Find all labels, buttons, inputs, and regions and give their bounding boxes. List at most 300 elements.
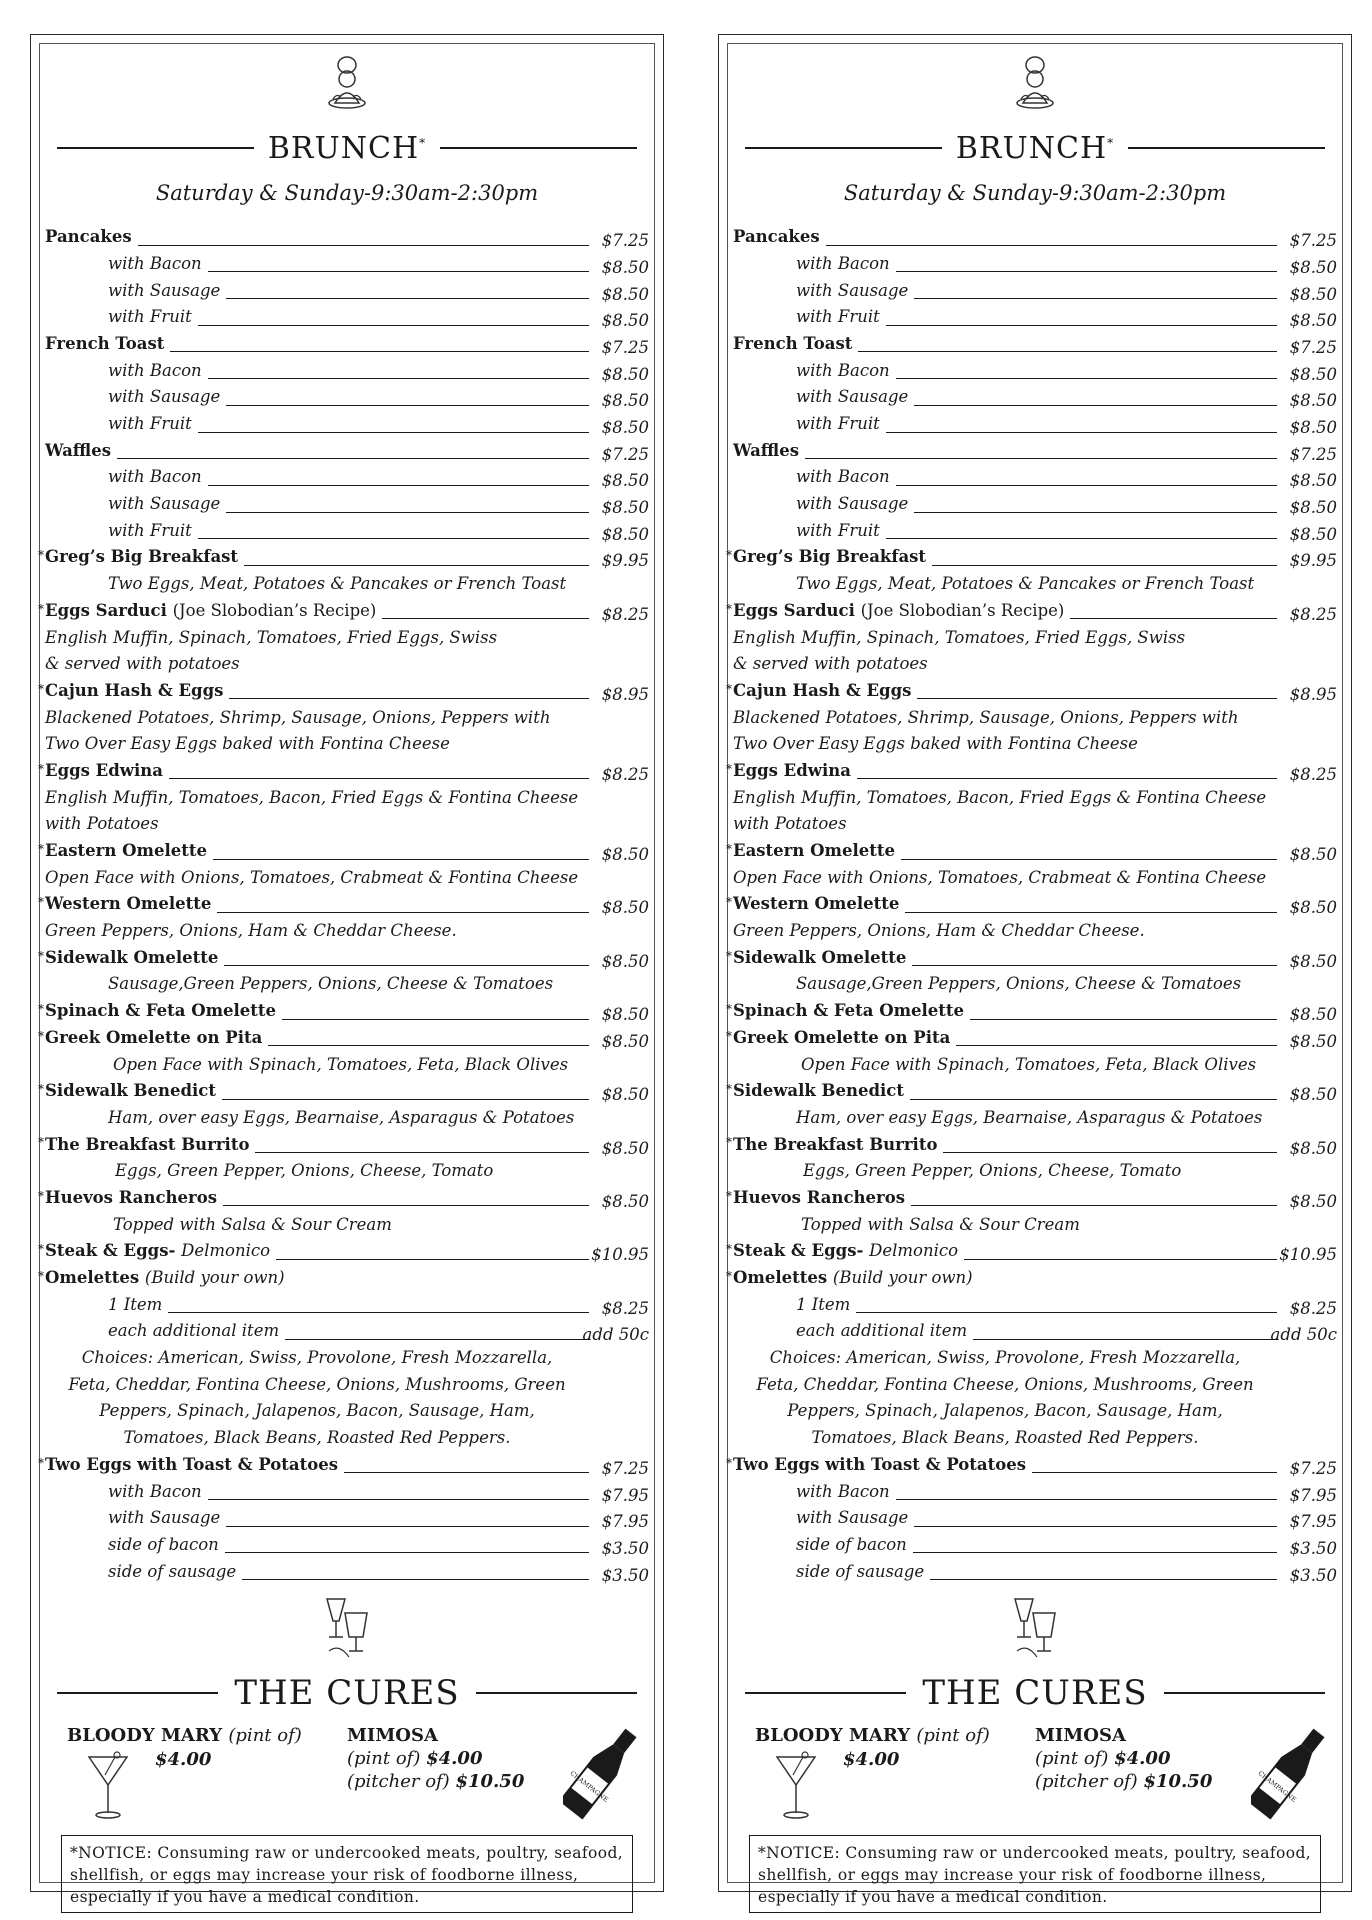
description-text: Two Over Easy Eggs baked with Fontina Cheese xyxy=(733,734,1138,754)
mimosa-label: MIMOSA xyxy=(1035,1725,1126,1746)
mimosa-pint-label: (pint of) xyxy=(347,1748,421,1769)
item-star-mark: * xyxy=(38,1082,44,1096)
item-star-mark: * xyxy=(726,1135,732,1150)
item-star-mark: * xyxy=(38,1455,44,1470)
leader-line xyxy=(226,298,589,299)
menu-item-description xyxy=(733,1052,1337,1079)
description-text: Tomatoes, Black Beans, Roasted Red Peppers. xyxy=(123,1428,511,1448)
menu-item-name: Western Omelette xyxy=(733,894,900,914)
menu-item-price: $9.95 xyxy=(1289,551,1337,571)
menu-item-price: $8.50 xyxy=(1289,845,1337,864)
menu-item-name: with Sausage xyxy=(108,387,221,407)
chef-logo-icon xyxy=(1011,53,1059,111)
leader-line xyxy=(276,1259,589,1260)
menu-item-name: The Breakfast Burrito xyxy=(45,1134,250,1154)
leader-line xyxy=(896,378,1277,379)
menu-item-name: Omelettes (Build your own) xyxy=(45,1268,285,1287)
menu-item-name: Sidewalk Omelette xyxy=(45,947,219,967)
menu-item-row xyxy=(733,1533,1337,1560)
bloody-mary-price: $4.00 xyxy=(843,1749,900,1770)
mimosa-label: MIMOSA xyxy=(347,1725,438,1746)
food-safety-notice: *NOTICE: Consuming raw or undercooked meats, poultry, seafood, shellfish, or eggs may increase your risk of foodborne illness, especially if you have a medical condition. xyxy=(749,1835,1321,1913)
leader-line xyxy=(268,1045,589,1046)
menu-card-left xyxy=(30,34,664,1906)
menu-item-row xyxy=(45,332,649,359)
menu-item-name: Greek Omelette on Pita xyxy=(733,1027,951,1047)
menu-item-description xyxy=(45,572,649,599)
menu-item-row xyxy=(733,1293,1337,1320)
mimosa-pitcher-price: $10.50 xyxy=(1143,1771,1213,1792)
leader-line xyxy=(382,618,589,619)
mimosa-pint-price: $4.00 xyxy=(426,1748,483,1769)
menu-item-price: $8.50 xyxy=(601,1031,649,1051)
description-text: Ham, over easy Eggs, Bearnaise, Asparagus & Potatoes xyxy=(108,1107,575,1127)
menu-item-price: $8.50 xyxy=(601,1191,649,1211)
item-star-mark: * xyxy=(726,1001,732,1016)
menu-item-price: $8.50 xyxy=(601,1138,649,1158)
description-text: English Muffin, Spinach, Tomatoes, Fried Eggs, Swiss xyxy=(733,627,1186,647)
menu-item-price: $8.95 xyxy=(1289,684,1337,704)
menu-item-row xyxy=(726,1266,1337,1293)
leader-line xyxy=(170,351,589,352)
bottle-label: CHAMPAGNE xyxy=(1256,1769,1298,1804)
menu-item-row xyxy=(726,839,1337,866)
menu-item-row xyxy=(726,946,1337,973)
leader-line xyxy=(973,1339,1277,1340)
description-text: Green Peppers, Onions, Ham & Cheddar Cheese. xyxy=(45,921,457,941)
header-rule xyxy=(745,147,942,149)
menu-item-row xyxy=(38,839,649,866)
menu-item-row xyxy=(38,1453,649,1480)
item-star-mark: * xyxy=(38,1028,44,1043)
menu-item-name: with Sausage xyxy=(108,1508,221,1528)
menu-item-description xyxy=(45,866,649,893)
menu-item-name: Cajun Hash & Eggs xyxy=(45,680,224,700)
leader-line xyxy=(213,859,589,860)
menu-item-price: $8.50 xyxy=(1289,418,1337,437)
menu-item-name: Greg’s Big Breakfast xyxy=(45,547,239,567)
menu-item-name: Two Eggs with Toast & Potatoes xyxy=(45,1454,339,1474)
leader-line xyxy=(886,325,1277,326)
menu-item-price: $8.25 xyxy=(601,1298,649,1318)
description-text: Green Peppers, Onions, Ham & Cheddar Cheese. xyxy=(733,921,1145,941)
menu-item-name: side of sausage xyxy=(108,1561,237,1581)
mimosa-pitcher-label: (pitcher of) xyxy=(1035,1771,1138,1792)
leader-line xyxy=(224,965,589,966)
menu-item-price: $8.50 xyxy=(1289,1085,1337,1105)
menu-item-name: Eggs Edwina xyxy=(733,760,851,780)
menu-item-name: with Sausage xyxy=(796,494,909,514)
menu-item-row xyxy=(38,1239,649,1266)
menu-item-price: $7.25 xyxy=(601,337,649,357)
item-star-mark: * xyxy=(38,1188,44,1203)
menu-item-price: $8.50 xyxy=(1289,471,1337,491)
menu-item-price: $8.25 xyxy=(1289,1298,1337,1318)
leader-line xyxy=(208,378,589,379)
menu-item-price: $8.25 xyxy=(1289,764,1337,784)
leader-line xyxy=(805,458,1277,459)
description-text: Peppers, Spinach, Jalapenos, Bacon, Sausage, Ham, xyxy=(99,1401,535,1421)
menu-item-row xyxy=(38,1132,649,1159)
leader-line xyxy=(244,565,589,566)
menu-item-price: add 50c xyxy=(1270,1325,1337,1345)
menu-item-price: $8.50 xyxy=(601,1085,649,1105)
menu-item-row xyxy=(38,545,649,572)
description-text: English Muffin, Tomatoes, Bacon, Fried Eggs & Fontina Cheese xyxy=(733,787,1267,807)
menu-item-note: (Joe Slobodian’s Recipe) xyxy=(172,600,377,620)
menu-item-name: Huevos Rancheros xyxy=(733,1187,906,1207)
menu-item-row xyxy=(45,439,649,466)
item-star-mark: * xyxy=(726,601,732,616)
description-text: English Muffin, Spinach, Tomatoes, Fried Eggs, Swiss xyxy=(45,627,498,647)
menu-item-price: $8.50 xyxy=(1289,364,1337,384)
leader-line xyxy=(222,1099,589,1100)
menu-item-price: $10.95 xyxy=(591,1245,649,1265)
menu-item-description xyxy=(45,1106,649,1133)
menu-item-name: 1 Item xyxy=(796,1294,851,1314)
description-text: Open Face with Onions, Tomatoes, Crabmeat & Fontina Cheese xyxy=(45,867,579,887)
menu-item-row xyxy=(45,1506,649,1533)
menu-item-row xyxy=(733,1506,1337,1533)
menu-items xyxy=(726,225,1337,1586)
cocktail-glasses-icon xyxy=(1007,1591,1063,1661)
champagne-bottle-icon xyxy=(563,1721,639,1825)
item-star-mark: * xyxy=(726,1242,732,1257)
brunch-hours: Saturday & Sunday-9:30am-2:30pm xyxy=(843,181,1227,205)
item-star-mark: * xyxy=(38,1135,44,1150)
menu-item-price: $7.25 xyxy=(601,444,649,464)
leader-line xyxy=(198,538,589,539)
item-star-mark: * xyxy=(38,1001,44,1016)
leader-line xyxy=(826,245,1277,246)
menu-item-name: with Sausage xyxy=(796,280,909,300)
menu-item-description xyxy=(733,1159,1337,1186)
leader-line xyxy=(229,698,589,699)
description-text: Two Eggs, Meat, Potatoes & Pancakes or French Toast xyxy=(796,574,1255,594)
menu-item-description xyxy=(45,972,649,999)
mimosa-pitcher-label: (pitcher of) xyxy=(347,1771,450,1792)
description-text: Feta, Cheddar, Fontina Cheese, Onions, Mushrooms, Green xyxy=(68,1374,566,1394)
menu-item-row xyxy=(45,278,649,305)
leader-line xyxy=(857,778,1277,779)
menu-item-price: $7.25 xyxy=(1289,444,1337,464)
menu-item-price: $7.25 xyxy=(1289,1458,1337,1478)
leader-line xyxy=(914,512,1277,513)
description-text: Eggs, Green Pepper, Onions, Cheese, Tomato xyxy=(115,1161,494,1181)
menu-item-price: $8.50 xyxy=(1289,257,1337,277)
menu-item-name: Greg’s Big Breakfast xyxy=(733,547,927,567)
menu-item-name: with Bacon xyxy=(796,360,890,380)
menu-item-price: $8.50 xyxy=(601,257,649,277)
description-text: Topped with Salsa & Sour Cream xyxy=(113,1214,392,1234)
menu-item-row xyxy=(45,1319,649,1346)
menu-item-name: side of sausage xyxy=(796,1561,925,1581)
menu-item-description xyxy=(733,972,1337,999)
menu-item-description xyxy=(45,732,649,759)
menu-item-note: Delmonico xyxy=(869,1241,959,1261)
menu-item-row xyxy=(45,492,649,519)
menu-item-price: $8.50 xyxy=(601,284,649,304)
menu-item-row xyxy=(45,358,649,385)
menu-item-price: $8.50 xyxy=(1289,498,1337,518)
menu-item-row xyxy=(733,305,1337,332)
menu-item-name: side of bacon xyxy=(108,1534,219,1554)
menu-item-row xyxy=(733,412,1337,439)
leader-line xyxy=(223,1205,589,1206)
leader-line xyxy=(117,458,589,459)
menu-item-price: $10.95 xyxy=(1279,1245,1337,1265)
menu-item-name: 1 Item xyxy=(108,1294,163,1314)
menu-item-name: with Bacon xyxy=(796,467,890,487)
description-text: Blackened Potatoes, Shrimp, Sausage, Onions, Peppers with xyxy=(733,707,1239,727)
leader-line xyxy=(956,1045,1277,1046)
menu-item-name: with Sausage xyxy=(796,1508,909,1528)
leader-line xyxy=(914,405,1277,406)
menu-item-row xyxy=(45,519,649,546)
menu-item-row xyxy=(45,1479,649,1506)
bloody-mary-label: BLOODY MARY xyxy=(755,1725,911,1746)
description-text: Eggs, Green Pepper, Onions, Cheese, Tomato xyxy=(803,1161,1182,1181)
description-text: with Potatoes xyxy=(45,814,159,834)
menu-item-row xyxy=(733,225,1337,252)
leader-line xyxy=(911,1205,1277,1206)
item-star-mark: * xyxy=(38,948,44,963)
bloody-mary-label: BLOODY MARY xyxy=(67,1725,223,1746)
menu-item-price: $8.50 xyxy=(601,391,649,411)
menu-item-price: $8.50 xyxy=(1289,1191,1337,1211)
menu-item-description xyxy=(733,785,1337,812)
menu-item-name: with Bacon xyxy=(796,253,890,273)
description-text: Open Face with Onions, Tomatoes, Crabmeat & Fontina Cheese xyxy=(733,867,1267,887)
menu-item-name: Spinach & Feta Omelette xyxy=(45,1001,277,1021)
menu-item-name: with Bacon xyxy=(108,253,202,273)
menu-item-name: with Sausage xyxy=(108,494,221,514)
menu-item-description xyxy=(45,1399,649,1426)
menu-item-description xyxy=(45,652,649,679)
leader-line xyxy=(886,432,1277,433)
item-star-mark: * xyxy=(726,1268,732,1283)
menu-item-price: $8.50 xyxy=(1289,1138,1337,1158)
menu-item-name: Two Eggs with Toast & Potatoes xyxy=(733,1454,1027,1474)
menu-item-description xyxy=(733,572,1337,599)
menu-item-name: with Fruit xyxy=(108,307,192,327)
menu-item-name: French Toast xyxy=(45,333,165,353)
header-rule xyxy=(57,147,254,149)
menu-item-row xyxy=(733,278,1337,305)
cures-header xyxy=(57,1671,637,1715)
leader-line xyxy=(932,565,1277,566)
menu-item-description xyxy=(733,732,1337,759)
header-rule xyxy=(57,1692,218,1694)
leader-line xyxy=(858,351,1277,352)
menu-item-price: $8.50 xyxy=(601,524,649,544)
menu-item-name: Eastern Omelette xyxy=(45,841,207,860)
leader-line xyxy=(910,1099,1277,1100)
menu-item-price: $7.25 xyxy=(601,1458,649,1478)
leader-line xyxy=(856,1312,1277,1313)
leader-line xyxy=(970,1019,1277,1020)
menu-item-row xyxy=(45,252,649,279)
menu-item-price: $3.50 xyxy=(601,1565,649,1585)
menu-item-row xyxy=(38,892,649,919)
food-safety-notice: *NOTICE: Consuming raw or undercooked meats, poultry, seafood, shellfish, or eggs may increase your risk of foodborne illness, especially if you have a medical condition. xyxy=(61,1835,633,1913)
menu-item-row xyxy=(38,999,649,1026)
menu-item-name: Eggs Sarduci (Joe Slobodian’s Recipe) xyxy=(733,600,1065,620)
menu-item-name: with Bacon xyxy=(108,1481,202,1501)
menu-item-row xyxy=(726,1186,1337,1213)
menu-item-price: $7.25 xyxy=(601,231,649,251)
item-star-mark: * xyxy=(38,1268,44,1283)
description-text: Choices: American, Swiss, Provolone, Fresh Mozzarella, xyxy=(81,1348,553,1368)
menu-item-name: Eggs Edwina xyxy=(45,760,163,780)
bloody-mary-note: (pint of) xyxy=(916,1725,990,1746)
mimosa-item xyxy=(347,1725,524,1792)
menu-item-name: Pancakes xyxy=(733,227,820,247)
menu-item-row xyxy=(733,332,1337,359)
menu-item-description xyxy=(733,866,1337,893)
mimosa-item xyxy=(1035,1725,1212,1792)
menu-item-name: French Toast xyxy=(733,333,853,353)
menu-item-row xyxy=(45,1559,649,1586)
menu-card-right xyxy=(718,34,1352,1906)
menu-item-name: with Bacon xyxy=(108,360,202,380)
leader-line xyxy=(226,512,589,513)
menu-item-name: Steak & Eggs- Delmonico xyxy=(45,1241,271,1261)
menu-item-price: $9.95 xyxy=(601,551,649,571)
leader-line xyxy=(896,485,1277,486)
menu-item-price: $7.25 xyxy=(1289,337,1337,357)
cures-drinks xyxy=(755,1725,1331,1835)
description-text: Sausage,Green Peppers, Onions, Cheese & Tomatoes xyxy=(108,974,554,994)
menu-item-row xyxy=(38,1079,649,1106)
menu-item-name: Cajun Hash & Eggs xyxy=(733,680,912,700)
menu-item-price: $8.50 xyxy=(1289,311,1337,331)
menu-item-description xyxy=(45,919,649,946)
item-star-mark: * xyxy=(38,895,44,910)
item-star-mark: * xyxy=(38,761,44,776)
menu-item-name: Sidewalk Benedict xyxy=(733,1081,904,1101)
menu-item-price: $8.50 xyxy=(601,951,649,971)
menu-item-price: $8.50 xyxy=(601,471,649,491)
description-text: Feta, Cheddar, Fontina Cheese, Onions, Mushrooms, Green xyxy=(756,1374,1254,1394)
item-star-mark: * xyxy=(38,601,44,616)
menu-item-price: $8.50 xyxy=(601,1005,649,1025)
menu-item-name: Omelettes (Build your own) xyxy=(733,1268,973,1287)
menu-item-row xyxy=(726,1132,1337,1159)
leader-line xyxy=(208,271,589,272)
description-text: & served with potatoes xyxy=(45,654,240,674)
menu-item-row xyxy=(726,999,1337,1026)
menu-item-price: $3.50 xyxy=(1289,1565,1337,1585)
description-text: Choices: American, Swiss, Provolone, Fresh Mozzarella, xyxy=(769,1348,1241,1368)
menu-item-row xyxy=(733,385,1337,412)
menu-item-description xyxy=(45,1052,649,1079)
cures-title: THE CURES xyxy=(234,1673,460,1713)
menu-item-name: Spinach & Feta Omelette xyxy=(733,1001,965,1021)
menu-item-price: $8.25 xyxy=(601,604,649,624)
menu-item-name: Pancakes xyxy=(45,227,132,247)
menu-item-name: Waffles xyxy=(733,440,799,460)
leader-line xyxy=(964,1259,1277,1260)
brunch-hours: Saturday & Sunday-9:30am-2:30pm xyxy=(155,181,539,205)
description-text: Blackened Potatoes, Shrimp, Sausage, Onions, Peppers with xyxy=(45,707,551,727)
menu-item-row xyxy=(733,519,1337,546)
menu-item-name: Eastern Omelette xyxy=(733,841,895,860)
menu-item-description xyxy=(45,1373,649,1400)
menu-item-price: $8.50 xyxy=(601,845,649,864)
menu-item-description xyxy=(45,705,649,732)
menu-item-description xyxy=(45,625,649,652)
item-star-mark: * xyxy=(726,1028,732,1043)
champagne-bottle-icon xyxy=(1251,1721,1327,1825)
menu-item-price: $3.50 xyxy=(601,1538,649,1558)
item-star-mark: * xyxy=(726,548,732,563)
leader-line xyxy=(1032,1472,1277,1473)
leader-line xyxy=(168,1312,589,1313)
menu-item-name: with Sausage xyxy=(108,280,221,300)
menu-item-price: $8.50 xyxy=(1289,391,1337,411)
menu-item-price: $8.50 xyxy=(1289,524,1337,544)
menu-item-row xyxy=(733,252,1337,279)
menu-item-name: with Sausage xyxy=(796,387,909,407)
menu-item-price: $8.25 xyxy=(1289,604,1337,624)
menu-item-row xyxy=(726,1079,1337,1106)
menu-item-description xyxy=(733,1373,1337,1400)
menu-item-name: each additional item xyxy=(108,1321,280,1341)
cures-drinks xyxy=(67,1725,643,1835)
item-star-mark: * xyxy=(38,841,44,856)
leader-line xyxy=(901,859,1277,860)
menu-item-row xyxy=(726,759,1337,786)
menu-item-description xyxy=(733,812,1337,839)
description-text: Peppers, Spinach, Jalapenos, Bacon, Sausage, Ham, xyxy=(787,1401,1223,1421)
item-star-mark: * xyxy=(726,1188,732,1203)
leader-line xyxy=(905,912,1277,913)
menu-item-description xyxy=(45,785,649,812)
header-rule xyxy=(476,1692,637,1694)
menu-item-note: (Build your own) xyxy=(832,1268,973,1287)
item-star-mark: * xyxy=(726,1455,732,1470)
leader-line xyxy=(198,432,589,433)
item-star-mark: * xyxy=(726,841,732,856)
menu-item-name: Steak & Eggs- Delmonico xyxy=(733,1241,959,1261)
brunch-header xyxy=(745,131,1325,165)
menu-item-row xyxy=(733,1319,1337,1346)
menu-item-row xyxy=(726,1239,1337,1266)
description-text: & served with potatoes xyxy=(733,654,928,674)
description-text: with Potatoes xyxy=(733,814,847,834)
leader-line xyxy=(917,698,1277,699)
menu-item-name: with Fruit xyxy=(796,520,880,540)
leader-line xyxy=(896,1499,1277,1500)
menu-item-name: Western Omelette xyxy=(45,894,212,914)
leader-line xyxy=(217,912,589,913)
mimosa-pint-label: (pint of) xyxy=(1035,1748,1109,1769)
menu-item-row xyxy=(38,679,649,706)
bloody-mary-item xyxy=(67,1725,302,1770)
menu-item-name: Sidewalk Benedict xyxy=(45,1081,216,1101)
leader-line xyxy=(225,1552,589,1553)
menu-item-name: with Fruit xyxy=(796,414,880,433)
menu-item-name: Greek Omelette on Pita xyxy=(45,1027,263,1047)
menu-item-price: $8.50 xyxy=(601,364,649,384)
menu-item-row xyxy=(45,385,649,412)
description-text: Tomatoes, Black Beans, Roasted Red Peppers. xyxy=(811,1428,1199,1448)
menu-item-row xyxy=(726,599,1337,626)
cures-header xyxy=(745,1671,1325,1715)
menu-item-row xyxy=(45,305,649,332)
header-rule xyxy=(440,147,637,149)
